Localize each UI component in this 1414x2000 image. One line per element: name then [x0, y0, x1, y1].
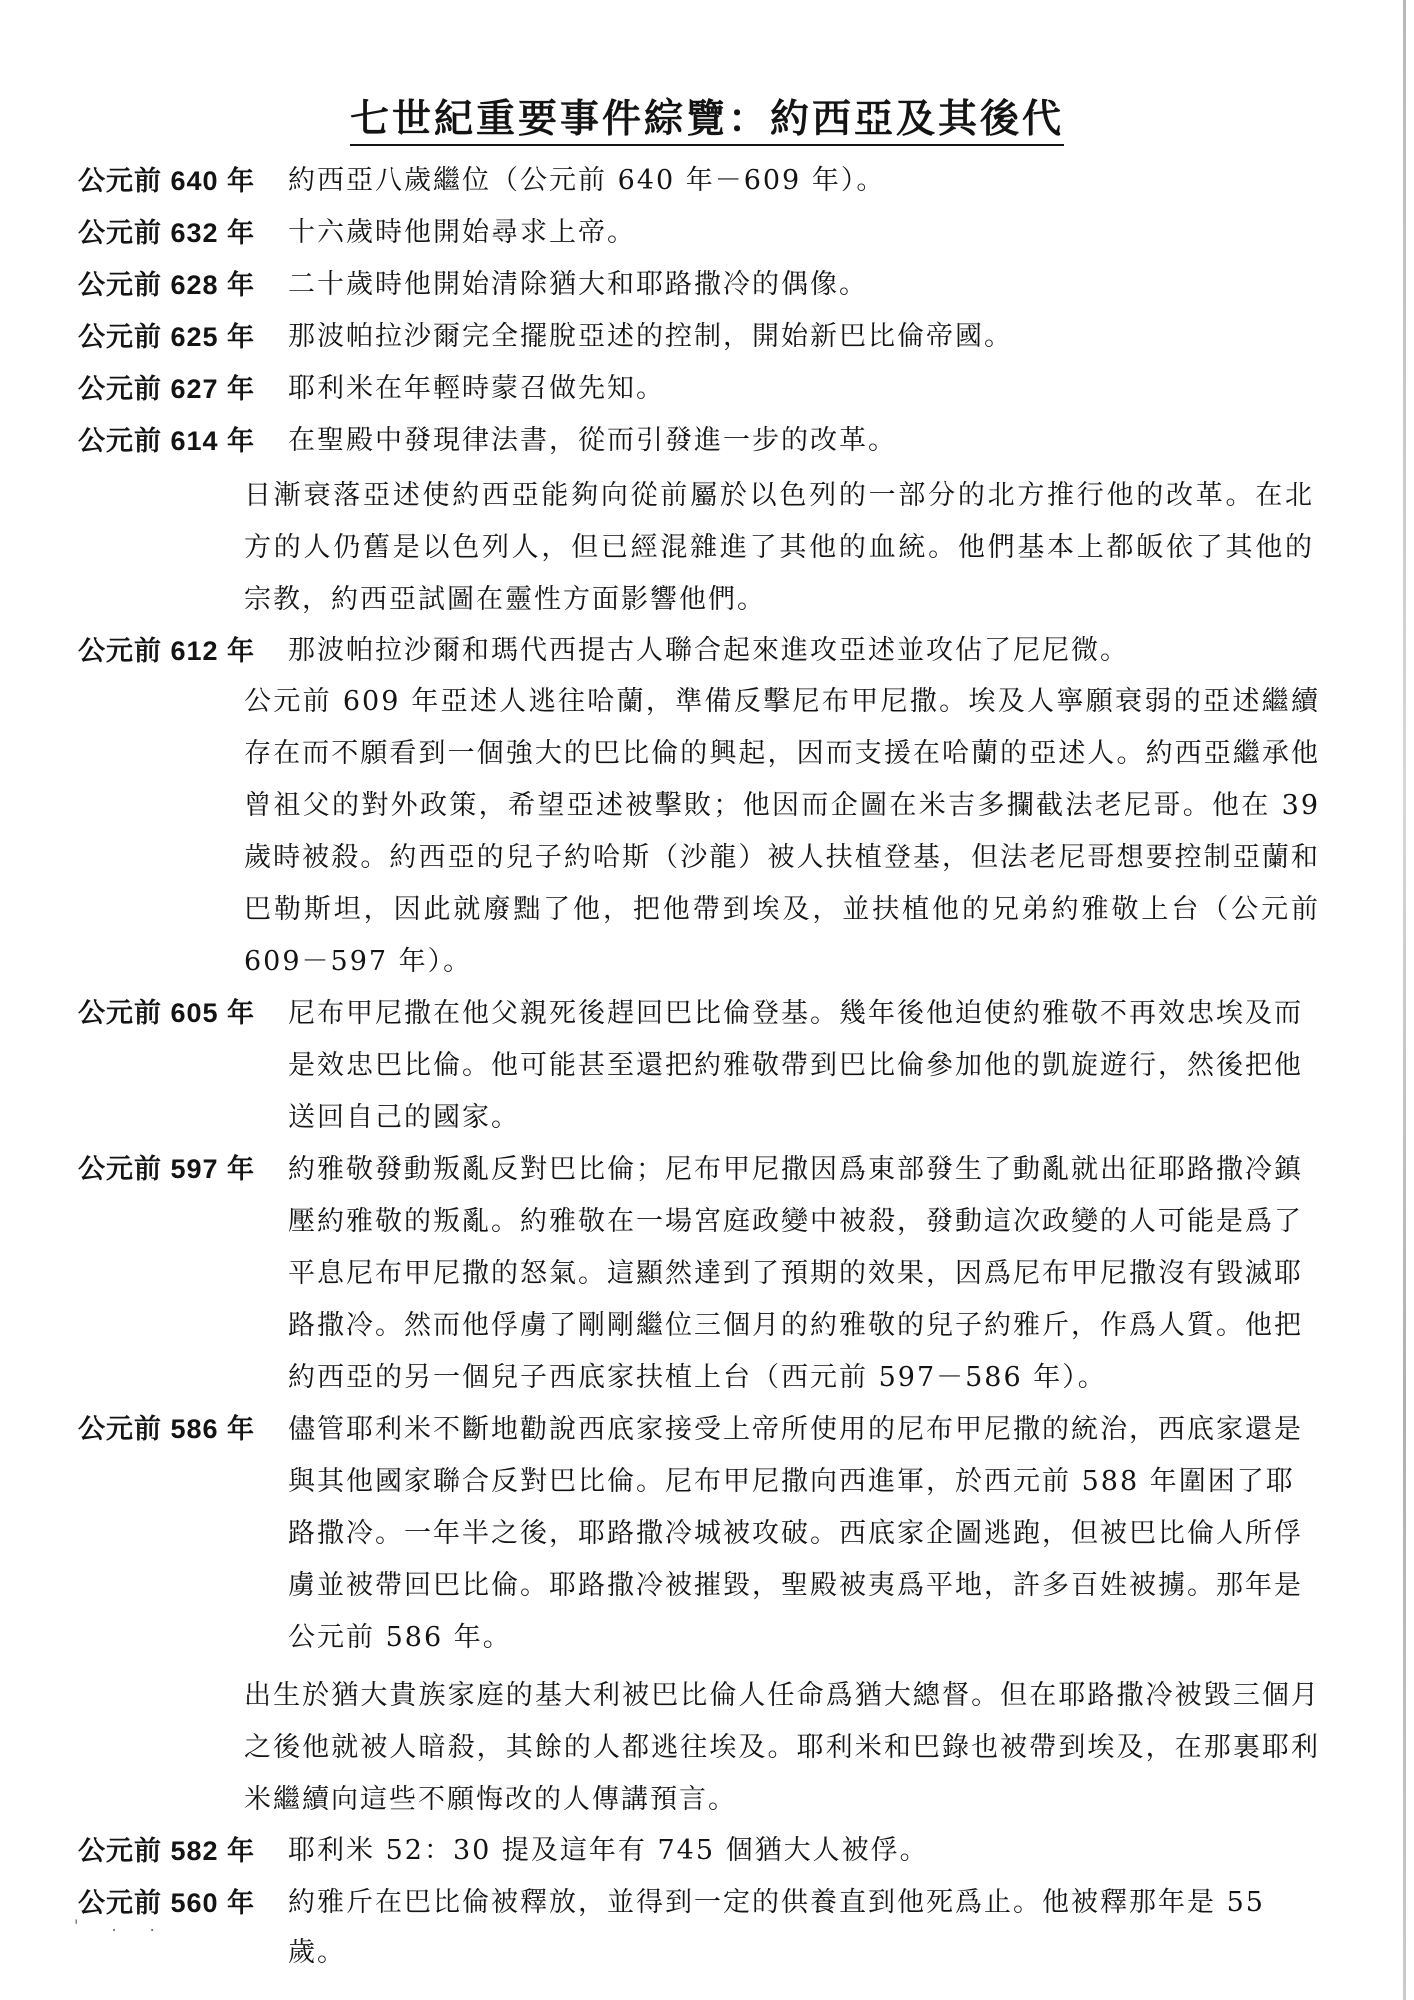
- event-date: 公元前 640 年: [78, 166, 256, 196]
- event-date: 公元前 632 年: [78, 218, 256, 248]
- event-640: [78, 156, 1318, 206]
- event-614: [78, 416, 1318, 466]
- event-date: 公元前 625 年: [78, 322, 256, 352]
- event-date: 公元前 605 年: [78, 998, 256, 1028]
- event-632: [78, 208, 1318, 258]
- event-560: [78, 1878, 1318, 1978]
- event-text: 尼布甲尼撒在他父親死後趕回巴比倫登基。幾年後他迫使約雅敬不再效忠埃及而是效忠巴比倫。他可能甚至還把約雅敬帶到巴比倫參加他的凱旋遊行，然後把他送回自己的國家。: [288, 998, 1303, 1133]
- event-date: 公元前 614 年: [78, 426, 256, 456]
- event-625: [78, 312, 1318, 362]
- paragraph-after-586: 出生於猶大貴族家庭的基大利被巴比倫人任命爲猶大總督。但在耶路撒冷被毀三個月之後他就被人暗殺，其餘的人都逃往埃及。耶利米和巴錄也被帶到埃及，在那裏耶利米繼續向這些不願悔改的人傳講預言。: [244, 1680, 1320, 1815]
- event-date: 公元前 612 年: [78, 636, 256, 666]
- event-627: [78, 364, 1318, 414]
- event-597: [78, 1144, 1318, 1404]
- event-text: 那波帕拉沙爾和瑪代西提古人聯合起來進攻亞述並攻佔了尼尼微。: [288, 635, 1129, 666]
- event-date: 公元前 627 年: [78, 374, 256, 404]
- event-date: 公元前 560 年: [78, 1888, 256, 1918]
- event-605: [78, 988, 1318, 1144]
- page-title: 七世紀重要事件綜覽：約西亞及其後代: [0, 88, 1414, 144]
- event-628: [78, 260, 1318, 310]
- event-text: 在聖殿中發現律法書，從而引發進一步的改革。: [288, 425, 897, 456]
- event-text: 約雅斤在巴比倫被釋放，並得到一定的供養直到他死爲止。他被釋那年是 55 歲。: [288, 1887, 1265, 1968]
- event-list: [78, 156, 1318, 1978]
- footer-marks: ' . .: [74, 1916, 169, 1935]
- event-text: 二十歲時他開始清除猶大和耶路撒冷的偶像。: [288, 269, 868, 300]
- event-date: 公元前 628 年: [78, 270, 256, 300]
- paragraph-after-614: 日漸衰落亞述使約西亞能夠向從前屬於以色列的一部分的北方推行他的改革。在北方的人仍舊是以色列人，但已經混雜進了其他的血統。他們基本上都皈依了其他的宗教，約西亞試圖在靈性方面影響他們。: [244, 480, 1314, 615]
- paragraph-after-612: 公元前 609 年亞述人逃往哈蘭，準備反擊尼布甲尼撒。埃及人寧願衰弱的亞述繼續存在而不願看到一個強大的巴比倫的興起，因而支援在哈蘭的亞述人。約西亞繼承他曾祖父的對外政策，希望亞述被擊敗；他因而企圖在米吉多攔截法老尼哥。他在 39 歲時被殺。約西亞的兒子約哈斯（沙龍）被人扶植登基，但法老尼哥想要控制亞蘭和巴勒斯坦，因此就廢黜了他，把他帶到埃及，並扶植他的兄弟約雅敬上台（公元前 609－597 年）。: [244, 686, 1320, 977]
- event-date: 公元前 586 年: [78, 1414, 256, 1444]
- event-text: 十六歲時他開始尋求上帝。: [288, 217, 636, 248]
- event-text: 那波帕拉沙爾完全擺脫亞述的控制，開始新巴比倫帝國。: [288, 321, 1013, 352]
- event-text: 耶利米 52：30 提及這年有 745 個猶大人被俘。: [288, 1835, 929, 1866]
- event-text: 儘管耶利米不斷地勸說西底家接受上帝所使用的尼布甲尼撒的統治，西底家還是與其他國家聯合反對巴比倫。尼布甲尼撒向西進軍，於西元前 588 年圍困了耶路撒冷。一年半之後，耶路撒冷城被攻破。西底家企圖逃跑，但被巴比倫人所俘虜並被帶回巴比倫。耶路撒冷被摧毀，聖殿被夷爲平地，許多百姓被擄。那年是公元前 586 年。: [288, 1414, 1303, 1653]
- event-date: 公元前 597 年: [78, 1154, 256, 1184]
- scan-edge-line: [1403, 0, 1406, 2000]
- event-586: [78, 1404, 1318, 1664]
- event-text: 約西亞八歲繼位（公元前 640 年－609 年）。: [288, 165, 886, 196]
- event-text: 約雅敬發動叛亂反對巴比倫；尼布甲尼撒因爲東部發生了動亂就出征耶路撒冷鎮壓約雅敬的叛亂。約雅敬在一場宮庭政變中被殺，發動這次政變的人可能是爲了平息尼布甲尼撒的怒氣。這顯然達到了預期的效果，因爲尼布甲尼撒沒有毀滅耶路撒冷。然而他俘虜了剛剛繼位三個月的約雅敬的兒子約雅斤，作爲人質。他把約西亞的另一個兒子西底家扶植上台（西元前 597－586 年）。: [288, 1154, 1303, 1393]
- event-date: 公元前 582 年: [78, 1836, 256, 1866]
- event-582: [78, 1826, 1318, 1876]
- event-612: [78, 626, 1318, 676]
- event-text: 耶利米在年輕時蒙召做先知。: [288, 373, 665, 404]
